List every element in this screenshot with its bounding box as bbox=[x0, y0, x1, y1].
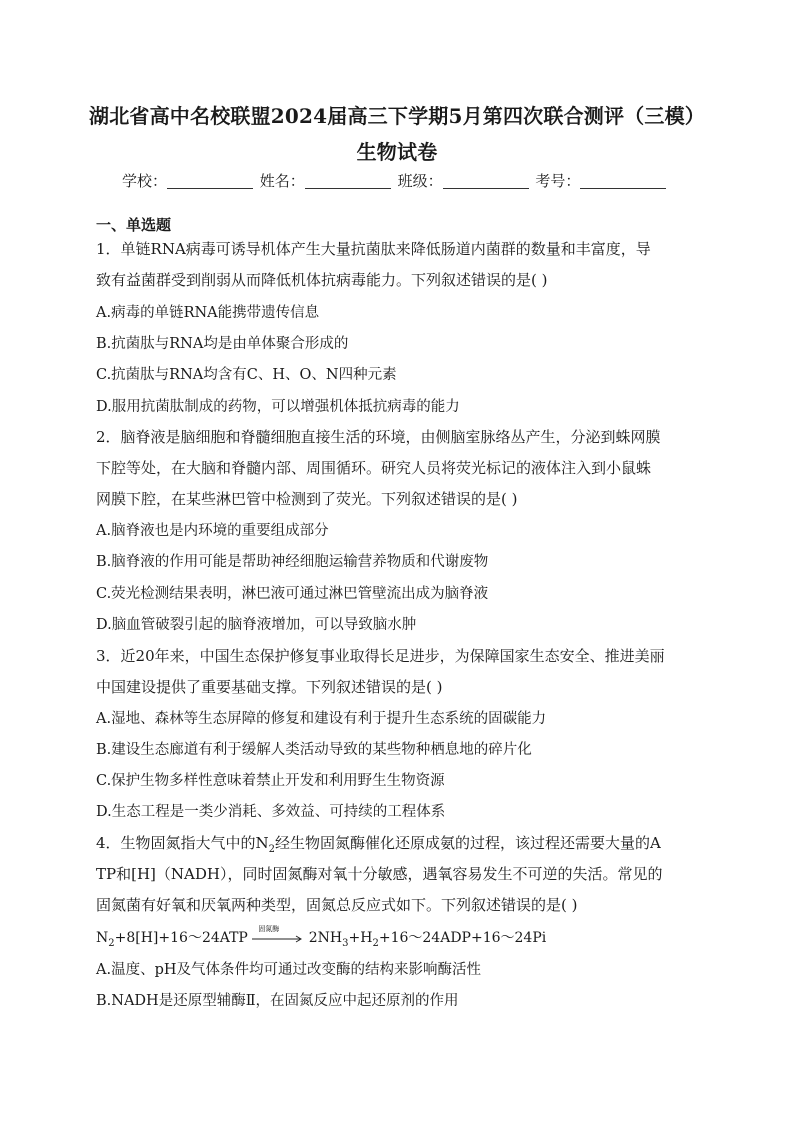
q4-stem-line3: 固氮菌有好氧和厌氧两种类型，固氮总反应式如下。下列叙述错误的是( ) bbox=[96, 896, 578, 914]
class-label: 班级： bbox=[397, 172, 443, 190]
q4-stem-line1 bbox=[96, 832, 661, 855]
q1-option-c: C.抗菌肽与RNA均含有C、H、O、N四种元素 bbox=[96, 367, 397, 383]
q4-stem-line1-part-a: 4．生物固氮指大气中的N bbox=[96, 834, 269, 852]
q1-option-d: D.服用抗菌肽制成的药物，可以增强机体抵抗病毒的能力 bbox=[96, 399, 460, 415]
student-info-row bbox=[122, 170, 668, 191]
arrow-icon bbox=[252, 932, 304, 944]
name-blank bbox=[305, 174, 391, 189]
eq-left-n: N bbox=[96, 930, 109, 946]
number-blank bbox=[580, 174, 666, 189]
q3-option-b: B.建设生态廊道有利于缓解人类活动导致的某些物种栖息地的碎片化 bbox=[96, 742, 532, 758]
q2-option-c: C.荧光检测结果表明，淋巴液可通过淋巴管壁流出成为脑脊液 bbox=[96, 586, 489, 602]
eq-right-sub2: 2 bbox=[372, 937, 379, 949]
q2-option-a: A.脑脊液也是内环境的重要组成部分 bbox=[96, 523, 329, 539]
eq-right-h: +H bbox=[348, 930, 373, 946]
eq-left-sub: 2 bbox=[108, 937, 115, 949]
q2-stem-line1: 2．脑脊液是脑细胞和脊髓细胞直接生活的环境，由侧脑室脉络丛产生，分泌到蛛网膜 bbox=[96, 428, 661, 446]
q3-stem-line1: 3．近20年来，中国生态保护修复事业取得长足进步，为保障国家生态安全、推进美丽 bbox=[96, 647, 665, 665]
q4-subscript: 2 bbox=[268, 844, 276, 855]
eq-right-sub1: 3 bbox=[342, 937, 349, 949]
q3-option-a: A.湿地、森林等生态屏障的修复和建设有利于提升生态系统的固碳能力 bbox=[96, 711, 547, 727]
exam-title: 湖北省高中名校联盟2024届高三下学期5月第四次联合测评（三模） bbox=[89, 104, 705, 128]
class-blank bbox=[443, 174, 529, 189]
q1-option-b: B.抗菌肽与RNA均是由单体聚合形成的 bbox=[96, 336, 349, 352]
eq-right-nh: 2NH bbox=[308, 930, 343, 946]
school-blank bbox=[167, 174, 253, 189]
eq-left-rest: +8[H]+16～24ATP bbox=[114, 930, 248, 946]
q2-stem-line3: 网膜下腔，在某些淋巴管中检测到了荧光。下列叙述错误的是( ) bbox=[96, 490, 518, 508]
q3-option-d: D.生态工程是一类少消耗、多效益、可持续的工程体系 bbox=[96, 804, 446, 820]
q4-equation bbox=[96, 927, 546, 949]
eq-catalyst-label: 固氮酶 bbox=[258, 925, 280, 933]
school-label: 学校： bbox=[122, 172, 168, 190]
q2-option-d: D.脑血管破裂引起的脑脊液增加，可以导致脑水肿 bbox=[96, 617, 417, 633]
q4-option-b: B.NADH是还原型辅酶Ⅱ，在固氮反应中起还原剂的作用 bbox=[96, 993, 459, 1009]
q1-option-a: A.病毒的单链RNA能携带遗传信息 bbox=[96, 305, 320, 321]
q3-option-c: C.保护生物多样性意味着禁止开发和利用野生生物资源 bbox=[96, 773, 445, 789]
q1-stem-line2: 致有益菌群受到削弱从而降低机体抗病毒能力。下列叙述错误的是( ) bbox=[96, 271, 548, 289]
q4-stem-line1-part-b: 经生物固氮酶催化还原成氨的过程，该过程还需要大量的A bbox=[275, 834, 661, 852]
name-label: 姓名： bbox=[259, 172, 305, 190]
q4-stem-line2: TP和[H]（NADH），同时固氮酶对氧十分敏感，遇氧容易发生不可逆的失活。常见的 bbox=[96, 865, 663, 883]
section-heading: 一、单选题 bbox=[96, 216, 172, 234]
number-label: 考号： bbox=[535, 172, 581, 190]
q2-stem-line2: 下腔等处，在大脑和脊髓内部、周围循环。研究人员将荧光标记的液体注入到小鼠蛛 bbox=[96, 459, 652, 477]
q4-option-a: A.温度、pH及气体条件均可通过改变酶的结构来影响酶活性 bbox=[96, 962, 482, 978]
q2-option-b: B.脑脊液的作用可能是帮助神经细胞运输营养物质和代谢废物 bbox=[96, 554, 489, 570]
exam-subtitle: 生物试卷 bbox=[356, 140, 438, 164]
reaction-arrow bbox=[252, 925, 304, 944]
eq-right-rest: +16～24ADP+16～24Pi bbox=[378, 930, 547, 946]
q1-stem-line1: 1．单链RNA病毒可诱导机体产生大量抗菌肽来降低肠道内菌群的数量和丰富度，导 bbox=[96, 240, 651, 258]
q3-stem-line2: 中国建设提供了重要基础支撑。下列叙述错误的是( ) bbox=[96, 678, 443, 696]
